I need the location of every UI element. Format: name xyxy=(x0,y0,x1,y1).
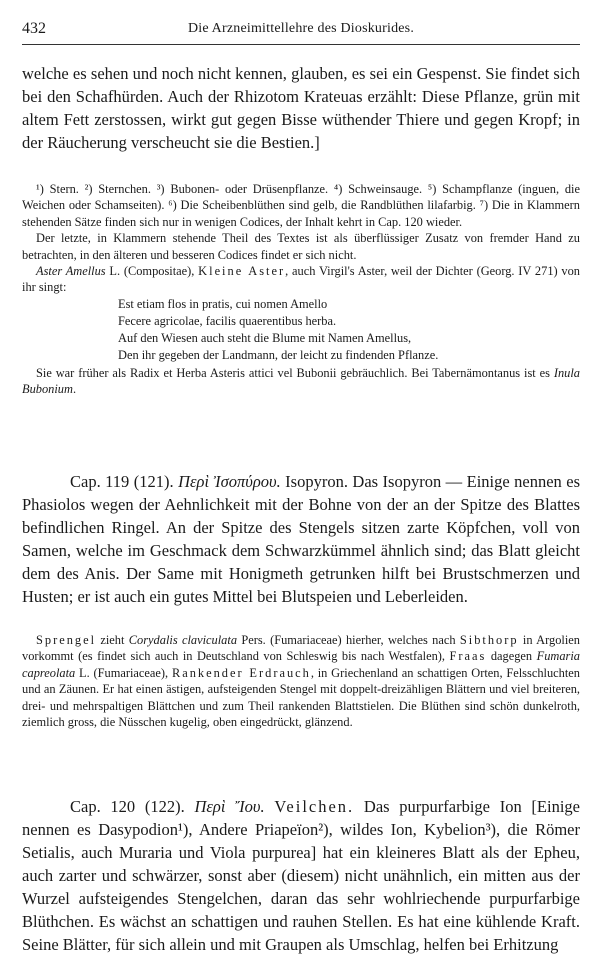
header-rule xyxy=(22,44,580,45)
chapter-body: Isopyron. Das Isopyron — Einige nennen es Phasiolos wegen der Aehnlichkeit mit der Bohne von der an der Spitze des Blattes befindlichen Ringel. An der Spitze des Stengels sitzen zarte Köpfchen, voll von Samen, welche im Geschmack dem Schwarzkümmel ähnlich sind; das Blatt gleicht dem des Anis. Der Same mit Honigmeth getrunken hilft bei Brustschmerzen und Husten; er ist auch ein gutes Mittel bei Blutspeien und Leberleiden. xyxy=(22,472,581,606)
chapter-120 xyxy=(22,795,580,956)
spaced-name: Kleine Aster xyxy=(198,264,286,279)
verse-line: Est etiam flos in pratis, cui nomen Amello xyxy=(118,296,328,311)
chapter-subject: Veilchen. xyxy=(274,797,355,816)
note-text: Sprengel zieht Corydalis claviculata Pers. (Fumariaceae) hierher, welches nach Sibthorp in Argolien vorkommt (es findet sich auch in Deutschland von Schleswig bis nach Westfalen), Fraas dagegen Fumaria capreolata L. (Fumariaceae), Rankender Erdrauch, in Griechenland an schattigen Orten, Felsschluchten und an Zäunen. Er hat einen ästigen, aufsteigenden Stengel mit doppelt-dreizähligen Blättern und viel breiteren, drei- und mehrspaltigen Blättchen und zum Theil rankenden Blattstielen. Die Blüthen sind schön dunkelroth, ziemlich gross, die Nüsschen kugelig, oben eingedrückt, glänzend. xyxy=(22,633,580,730)
paragraph-continuation xyxy=(22,62,580,154)
running-title: Die Arzneimittellehre des Dioskurides. xyxy=(187,21,415,36)
verse-line: Auf den Wiesen auch steht die Blume mit Namen Amellus, xyxy=(118,331,412,346)
species-name: Corydalis claviculata xyxy=(128,633,238,647)
editor-note: Der letzte, in Klammern stehende Theil des Textes ist als überflüssiger Zusatz von fremder Hand zu betrachten, in den älteren und besseren Codices findet er sich nicht. xyxy=(22,231,580,262)
author-name: Fraas xyxy=(449,649,487,664)
footnote-list: ¹) Stern. ²) Sternchen. ³) Bubonen- oder Drüsenpflanze. ⁴) Schweinsauge. ⁵) Schampflanze (inguen, die Weichen oder Schamseiten). ⁶) Die Scheibenblüthen sind gelb, die Randblüthen lilafarbig. ⁷) Die in Klammern stehenden Sätze finden sich nur in wenigen Codices, der Inhalt kehrt in Cap. 120 wieder. xyxy=(22,182,580,229)
chapter-body: Das purpurfarbige Ion [Einige nennen es Dasypodion¹), Andere Priapeïon²), wildes Ion, Kybelion³), die Römer Setialis, auch Muraria und Viola purpurea] hat ein kleineres Blatt als der Epheu, auch zarter und schwärzer, sonst aber (diesem) nicht unähnlich, ein mitten aus der Wurzel aufsteigendes Stengelchen, daran das sehr wohlriechende purpurfarbige Blüthchen. Es wächst an schattigen und rauhen Stellen. Es hat eine kühlende Kraft. Seine Blätter, für sich allein und mit Graupen als Umschlag, helfen bei Erhitzung xyxy=(22,797,580,954)
aster-note-end: Sie war früher als Radix et Herba Asteris attici vel Bubonii gebräuchlich. Bei Tabernämontanus ist es Inula Bubonium. xyxy=(22,365,580,397)
chapter-text xyxy=(22,470,580,608)
paragraph-text: welche es sehen und noch nicht kennen, glauben, es sei ein Gespenst. Sie findet sich bei den Schafhürden. Auch der Rhizotom Krateuas erzählt: Diese Pflanze, grün mit altem Fett zerstossen, wirkt gut gegen Bisse wüthender Thiere und gegen Kropf; in der Räucherung verscheucht sie die Bestien.] xyxy=(22,64,580,152)
species-name: Inula Bubonium xyxy=(22,365,580,397)
chapter-heading: Cap. 120 (122). xyxy=(70,797,185,816)
verse-line: Den ihr gegeben der Landmann, der leicht zu findenden Pflanze. xyxy=(118,348,439,363)
chapter-heading: Cap. 119 (121). xyxy=(70,472,174,491)
running-header xyxy=(22,18,580,42)
author-name: Sibthorp xyxy=(459,633,519,647)
verse-quotation xyxy=(118,296,580,365)
greek-title: Περὶ Ἰσοπύρου. xyxy=(178,472,281,491)
species-name: Aster Amellus xyxy=(36,264,106,279)
greek-title: Περὶ Ἴου. xyxy=(194,797,265,816)
chapter-text xyxy=(22,795,580,956)
species-name: Fumaria capreolata xyxy=(22,649,580,680)
chapter-119 xyxy=(22,470,580,608)
aster-note: Aster Amellus L. (Compositae), Kleine Aster, auch Virgil's Aster, weil der Dichter (Georg. IV 271) von ihr singt: xyxy=(22,264,580,295)
author-name: Sprengel xyxy=(36,633,97,647)
verse-line: Fecere agricolae, facilis quaerentibus herba. xyxy=(118,314,337,329)
common-name: Rankender Erdrauch xyxy=(171,665,311,680)
chapter-119-note xyxy=(22,632,580,730)
page-number: 432 xyxy=(22,20,46,37)
footnotes-block xyxy=(22,181,580,397)
